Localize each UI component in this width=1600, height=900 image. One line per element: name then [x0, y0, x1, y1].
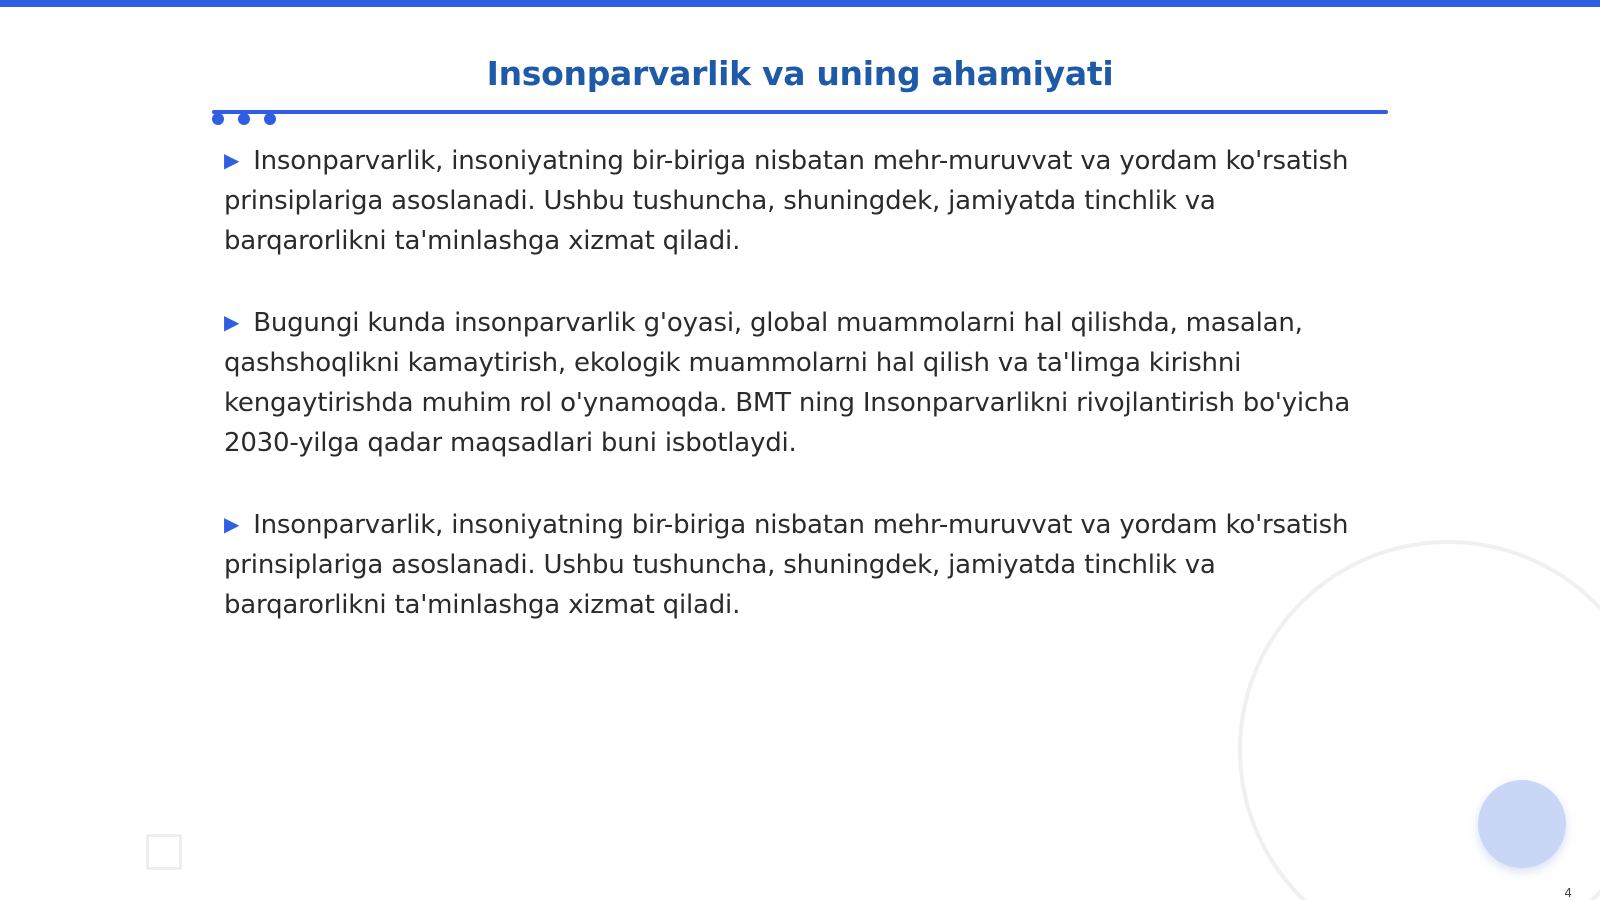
decorative-square: [146, 834, 182, 870]
bullet-item: [224, 302, 1364, 463]
bullet-arrow-icon: ▶: [224, 148, 240, 172]
bullet-item: [224, 140, 1364, 261]
bullet-item: [224, 504, 1364, 625]
top-accent-bar: [0, 0, 1600, 7]
bullet-text: Insonparvarlik, insoniyatning bir-biriga nisbatan mehr-muruvvat va yordam ko'rsatish prinsiplariga asoslanadi. Ushbu tushuncha, shuningdek, jamiyatda tinchlik va barqarorlikni ta'minlashga xizmat qiladi.: [224, 146, 1349, 256]
bullet-arrow-icon: ▶: [224, 310, 240, 334]
title-underline: [212, 110, 1388, 114]
underline-dot: [212, 113, 224, 125]
decorative-dot: [1478, 780, 1566, 868]
slide-title: Insonparvarlik va uning ahamiyati: [486, 54, 1114, 93]
underline-dot: [264, 113, 276, 125]
bullet-text: Insonparvarlik, insoniyatning bir-biriga nisbatan mehr-muruvvat va yordam ko'rsatish prinsiplariga asoslanadi. Ushbu tushuncha, shuningdek, jamiyatda tinchlik va barqarorlikni ta'minlashga xizmat qiladi.: [224, 510, 1349, 620]
bullet-arrow-icon: ▶: [224, 512, 240, 536]
bullet-list: [224, 140, 1364, 666]
underline-dot: [238, 113, 250, 125]
bullet-text: Bugungi kunda insonparvarlik g'oyasi, global muammolarni hal qilishda, masalan, qashshoqlikni kamaytirish, ekologik muammolarni hal qilish va ta'limga kirishni kengaytirishda muhim rol o'ynamoqda. BMT ning Insonparvarlikni rivojlantirish bo'yicha 2030-yilga qadar maqsadlari buni isbotlaydi.: [224, 308, 1351, 458]
page-number: 4: [1564, 886, 1572, 900]
